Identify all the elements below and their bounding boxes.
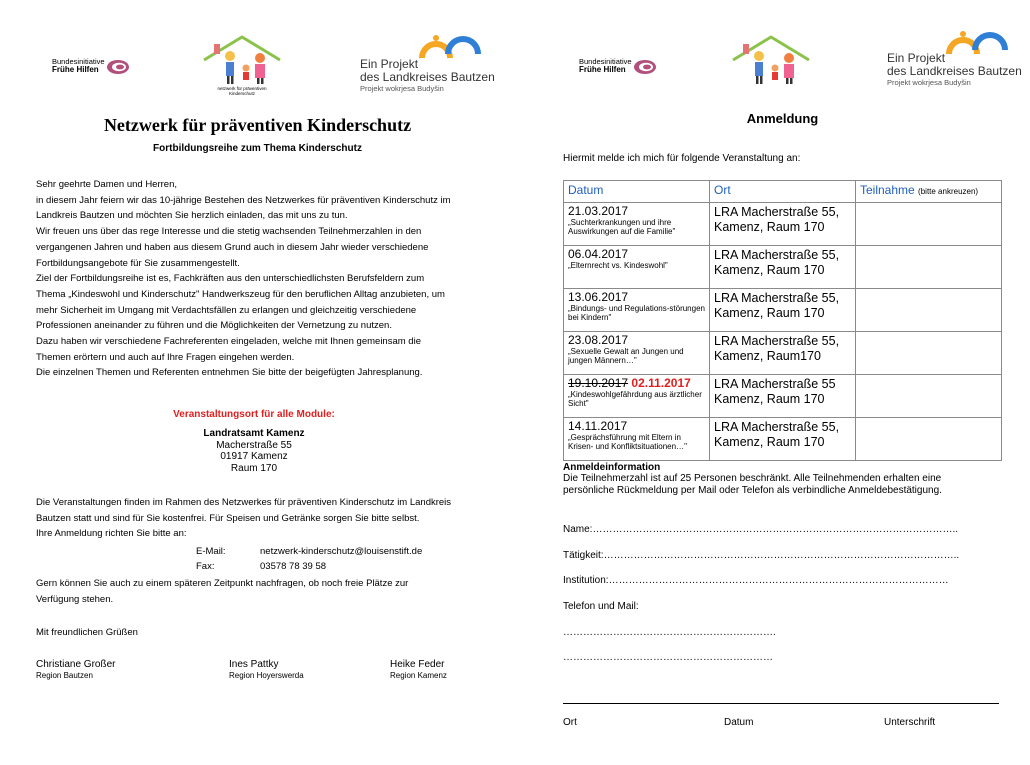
date-cell — [564, 289, 710, 332]
bundesinitiative-logo-line1: Bundesinitiative — [579, 57, 632, 66]
registration-title: Anmeldung — [746, 111, 819, 126]
date-cell — [564, 203, 710, 246]
venue-city: 01917 Kamenz — [220, 451, 288, 462]
event-place-line1: LRA Macherstraße 55, — [714, 334, 840, 348]
event-topic: „Suchterkrankungen und ihre Auswirkungen auf die Familie" — [568, 218, 676, 236]
letter-line: mehr Sicherheit im Umgang mit Verdachtsfällen zu erlangen und gleichzeitig verschiedene — [36, 304, 417, 316]
signature-name: Ines Pattky — [229, 659, 279, 670]
signature-line — [563, 703, 999, 704]
registration-intro: Hiermit melde ich mich für folgende Veranstaltung an: — [563, 153, 801, 164]
date-cell — [564, 418, 710, 461]
column-header-place: Ort — [710, 181, 856, 203]
project-logo-line2: des Landkreises Bautzen — [360, 70, 495, 84]
venue-street: Macherstraße 55 — [216, 439, 292, 451]
table-row — [564, 289, 1002, 332]
footer-place-label: Ort — [563, 717, 577, 728]
letter-line: Dazu haben wir verschiedene Fachreferenten eingeladen, welche mit Ihnen gemeinsam die — [36, 336, 421, 348]
event-place-line1: LRA Macherstraße 55, — [714, 291, 840, 305]
swirl-logo-icon — [106, 58, 130, 76]
page-title: Netzwerk für präventiven Kinderschutz — [103, 115, 412, 135]
email-link[interactable]: netzwerk-kinderschutz@louisenstift.de — [260, 546, 423, 557]
letter-line: Themen erörtern und auch auf Ihre Fragen eingehen werden. — [36, 351, 295, 363]
table-row — [564, 332, 1002, 375]
letter-line: Professionen aneinander zu führen und die Möglichkeiten der Vernetzung zu nutzen. — [36, 320, 392, 332]
bundesinitiative-logo-line2: Frühe Hilfen — [52, 65, 99, 74]
participation-checkbox-cell[interactable] — [856, 332, 1002, 375]
name-field[interactable]: Name:……………………………………………………………………………………………….. — [563, 524, 959, 535]
project-logo-line1: Ein Projekt — [887, 51, 946, 65]
info-heading: Anmeldeinformation — [563, 462, 661, 473]
event-place-line2: Kamenz, Raum 170 — [714, 306, 825, 320]
letter-line: vergangenen Jahren und haben aus diesem Grund auch in diesem Jahr wieder verschiedene — [36, 241, 429, 253]
table-row — [564, 418, 1002, 461]
venue-heading: Veranstaltungsort für alle Module: — [173, 409, 335, 420]
venue-name: Landratsamt Kamenz — [203, 428, 305, 439]
closing-line: Die Veranstaltungen finden im Rahmen des Netzwerkes für präventiven Kinderschutz im Landkreis — [36, 497, 452, 508]
closing-line: Ihre Anmeldung richten Sie bitte an: — [36, 528, 187, 540]
event-place-line2: Kamenz, Raum 170 — [714, 392, 825, 406]
closing-line: Bautzen statt und sind für Sie kostenfrei. Für Speisen und Getränke sorgen Sie bitte selbst. — [36, 512, 420, 524]
phone-mail-field-1[interactable]: ………………………………………………………. — [563, 627, 776, 638]
later-line: Gern können Sie auch zu einem späteren Zeitpunkt nachfragen, ob noch freie Plätze zur — [36, 578, 409, 589]
event-table — [563, 180, 1002, 461]
fax-label: Fax: — [196, 561, 215, 572]
table-header-row — [564, 181, 1002, 203]
event-place-line1: LRA Macherstraße 55, — [714, 248, 840, 262]
signature-2 — [229, 659, 304, 681]
letter-line: Thema „Kindeswohl und Kinderschutz" Handwerkszeug für den beruflichen Alltag anzubieten, um — [36, 288, 445, 300]
participation-checkbox-cell[interactable] — [856, 289, 1002, 332]
letter-line: Ziel der Fortbildungsreihe ist es, Fachkräften aus den unterschiedlichsten Berufsfeldern zum — [36, 273, 425, 285]
event-topic: „Sexuelle Gewalt an Jungen und jungen Männern…" — [568, 347, 684, 365]
bundesinitiative-logo — [579, 58, 659, 80]
event-date: 14.11.2017 — [568, 419, 628, 433]
registration-info — [563, 462, 942, 497]
footer-signature-label: Unterschrift — [884, 717, 936, 728]
event-date: 13.06.2017 — [568, 290, 629, 304]
footer-date-label: Datum — [724, 717, 754, 728]
fax-number: 03578 78 39 58 — [260, 561, 327, 572]
email-label: E-Mail: — [196, 546, 226, 557]
table-row — [564, 375, 1002, 418]
place-cell — [710, 418, 856, 461]
event-place-line2: Kamenz, Raum 170 — [714, 263, 825, 277]
table-row — [564, 203, 1002, 246]
house-family-logo-icon — [729, 34, 813, 86]
event-place-line2: Kamenz, Raum 170 — [714, 435, 825, 449]
participation-checkbox-cell[interactable] — [856, 246, 1002, 289]
letter-line: Wir freuen uns über das rege Interesse und die stetig wachsenden Teilnehmerzahlen in den — [36, 226, 422, 238]
institution-field[interactable]: Institution:………………………………………………………………………………………… — [563, 575, 949, 586]
later-paragraph — [36, 576, 408, 607]
date-cell — [564, 332, 710, 375]
event-topic: „Bindungs- und Regulations-störungen bei Kindern" — [568, 304, 705, 322]
signature-name: Christiane Großer — [36, 659, 116, 670]
phone-mail-label: Telefon und Mail: — [563, 601, 639, 612]
page-subtitle: Fortbildungsreihe zum Thema Kinderschutz — [153, 143, 362, 154]
bundesinitiative-logo — [52, 58, 132, 80]
letter-line: Landkreis Bautzen und möchten Sie herzlich einladen, das mit uns zu tun. — [36, 210, 348, 222]
arc-logo-icon — [418, 28, 484, 60]
event-place-line2: Kamenz, Raum170 — [714, 349, 822, 363]
letter-line: Fortbildungsangebote für Sie zusammengestellt. — [36, 257, 240, 269]
letter-line: Sehr geehrte Damen und Herren, — [36, 179, 177, 190]
project-logo-line3: Projekt wokrjesa Budyšin — [360, 84, 444, 93]
signature-region: Region Bautzen — [36, 671, 93, 680]
participation-label: Teilnahme — [860, 183, 915, 197]
letter-body — [36, 177, 451, 381]
swirl-logo-icon — [633, 58, 657, 76]
event-date-cancelled: 19.10.2017 — [568, 376, 629, 390]
participation-hint: (bitte ankreuzen) — [918, 187, 979, 196]
venue-address — [0, 428, 508, 474]
project-logo-line3: Projekt wokrjesa Budyšin — [887, 78, 971, 87]
contact-block — [196, 544, 422, 574]
column-header-participation — [856, 181, 1002, 203]
house-logo — [729, 34, 813, 100]
project-logo-line1: Ein Projekt — [360, 57, 419, 71]
venue-room: Raum 170 — [230, 462, 278, 474]
info-line: persönliche Rückmeldung per Mail oder Telefon als verbindliche Anmeldebestätigung. — [563, 485, 942, 496]
place-cell — [710, 289, 856, 332]
phone-mail-field-2[interactable]: ……………………………………………………… — [563, 652, 773, 663]
event-place-line1: LRA Macherstraße 55, — [714, 420, 840, 434]
signature-3 — [390, 659, 447, 681]
event-date: 06.04.2017 — [568, 247, 629, 261]
project-logo — [887, 24, 1022, 94]
participation-checkbox-cell[interactable] — [856, 375, 1002, 418]
project-logo-line2: des Landkreises Bautzen — [887, 64, 1022, 78]
event-topic: „Elternrecht vs. Kindeswohl" — [568, 261, 668, 270]
house-logo — [200, 34, 284, 100]
place-cell — [710, 375, 856, 418]
bundesinitiative-logo-line1: Bundesinitiative — [52, 57, 105, 66]
registration-page — [515, 0, 1030, 765]
date-cell — [564, 375, 710, 418]
event-date-new: 02.11.2017 — [631, 376, 691, 390]
event-place-line1: LRA Macherstraße 55, — [714, 205, 840, 219]
signature-region: Region Kamenz — [390, 671, 447, 680]
project-logo — [360, 28, 495, 98]
column-header-date: Datum — [564, 181, 710, 203]
table-row — [564, 246, 1002, 289]
place-cell — [710, 332, 856, 375]
event-place-line2: Kamenz, Raum 170 — [714, 220, 825, 234]
event-date: 23.08.2017 — [568, 333, 629, 347]
closing-paragraph — [36, 495, 451, 542]
info-line: Die Teilnehmerzahl ist auf 25 Personen beschränkt. Alle Teilnehmenden erhalten eine — [563, 473, 942, 484]
house-logo-caption-1: netzwerk für präventiven — [217, 86, 267, 91]
date-cell — [564, 246, 710, 289]
signature-1 — [36, 659, 115, 681]
letter-line: Die einzelnen Themen und Referenten entnehmen Sie bitte der beigefügten Jahresplanung. — [36, 367, 423, 379]
event-topic: „Kindeswohlgefährdung aus ärztlicher Sicht" — [568, 390, 702, 408]
event-place-line1: LRA Macherstraße 55 — [714, 377, 836, 391]
event-date: 21.03.2017 — [568, 204, 629, 218]
greeting: Mit freundlichen Grüßen — [36, 627, 138, 638]
letter-line: in diesem Jahr feiern wir das 10-jährige Bestehen des Netzwerkes für präventiven Kinderschutz im — [36, 194, 451, 206]
event-topic: „Gesprächsführung mit Eltern in Krisen- und Konfliktsituationen…" — [568, 433, 687, 451]
event-date — [568, 377, 705, 390]
signature-region: Region Hoyerswerda — [229, 671, 304, 680]
place-cell — [710, 203, 856, 246]
later-line: Verfügung stehen. — [36, 593, 114, 605]
bundesinitiative-logo-line2: Frühe Hilfen — [579, 65, 626, 74]
place-cell — [710, 246, 856, 289]
participation-checkbox-cell[interactable] — [856, 203, 1002, 246]
signature-name: Heike Feder — [390, 659, 445, 670]
job-field[interactable]: Tätigkeit:…………………………………………………………………………………………….. — [563, 550, 960, 561]
participation-checkbox-cell[interactable] — [856, 418, 1002, 461]
house-logo-caption-2: Kinderschutz — [228, 91, 255, 96]
house-family-logo-icon — [200, 34, 284, 86]
